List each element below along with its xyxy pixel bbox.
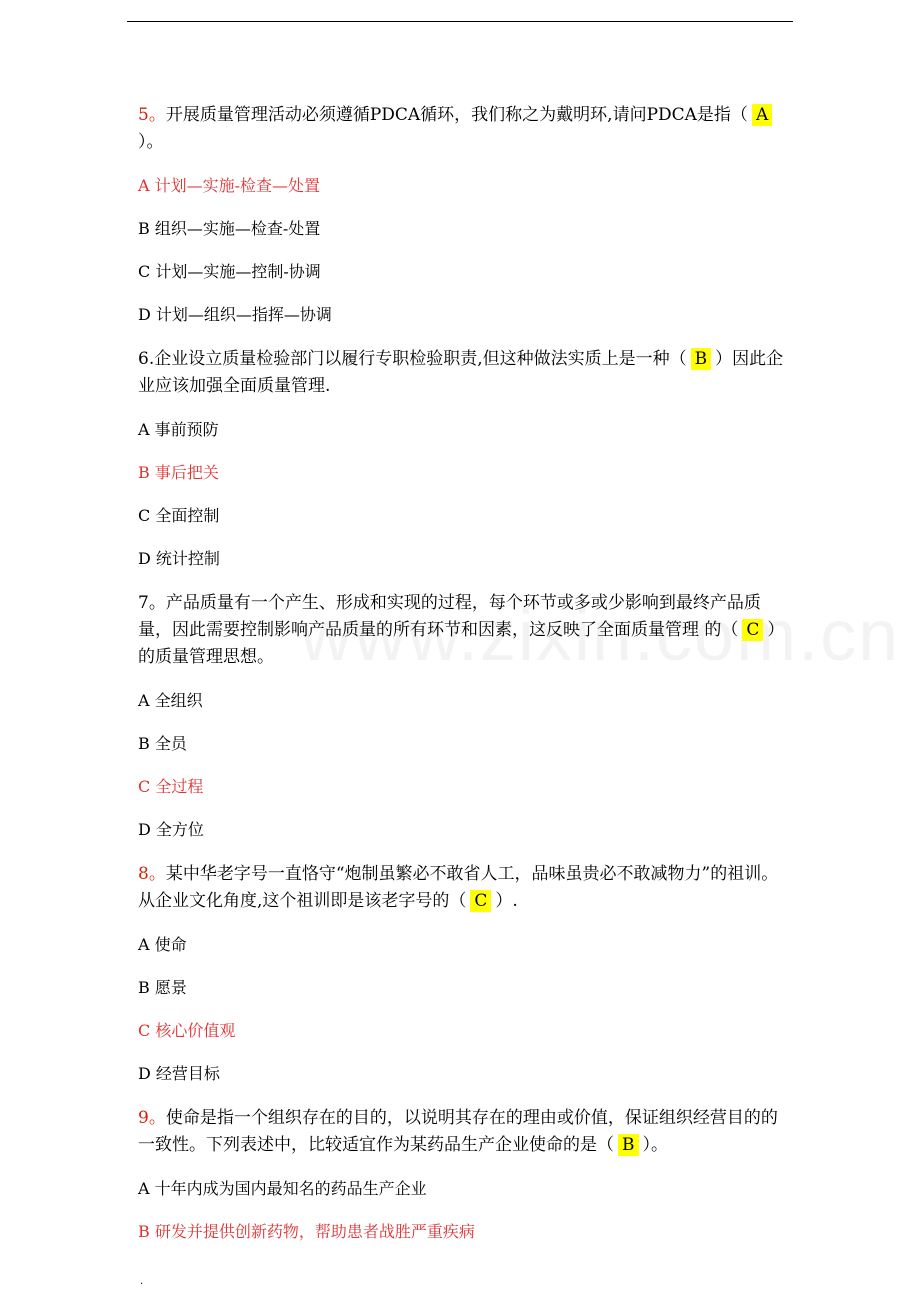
- option-d: D 计划—组织—指挥—协调: [138, 305, 332, 324]
- answer-highlight: B: [691, 348, 712, 370]
- question-6: [138, 346, 788, 400]
- question-number: 8。: [138, 864, 166, 884]
- option-a: A 计划—实施-检查—处置: [138, 176, 321, 195]
- footer-mark: .: [140, 1276, 144, 1287]
- question-number: 7。: [138, 593, 166, 613]
- option-b: B 研发并提供创新药物，帮助患者战胜严重疾病: [138, 1222, 475, 1241]
- header-rule: [127, 21, 793, 22]
- option-c: C 全面控制: [138, 506, 220, 525]
- option-d: D 全方位: [138, 820, 204, 839]
- question-8: [138, 861, 788, 915]
- option-a: A 全组织: [138, 691, 203, 710]
- option-a: A 事前预防: [138, 420, 219, 439]
- question-text: 使命是指一个组织存在的目的，以说明其存在的理由或价值，保证组织经营目的的一致性。下列表述中，比较适宜作为某药品生产企业使命的是（: [138, 1108, 778, 1155]
- option-c: C 计划—实施—控制-协调: [138, 262, 321, 281]
- option-b: B 愿景: [138, 978, 187, 997]
- question-text: 企业设立质量检验部门以履行专职检验职责,但这种做法实质上是一种（: [154, 349, 687, 369]
- option-c: C 核心价值观: [138, 1021, 236, 1040]
- option-d: D 统计控制: [138, 549, 220, 568]
- question-list: [138, 102, 788, 1243]
- question-text: 产品质量有一个产生、形成和实现的过程，每个环节或多或少影响到最终产品质量，因此需要控制影响产品质量的所有环节和因素，这反映了全面质量管理 的（: [138, 593, 761, 640]
- question-number: 6.: [138, 349, 155, 369]
- option-d: D 经营目标: [138, 1064, 220, 1083]
- question-text-end: ）的质量管理思想。: [138, 620, 785, 667]
- answer-highlight: C: [742, 619, 763, 641]
- question-number: 9。: [138, 1108, 166, 1128]
- question-text-end: ）。: [642, 1135, 668, 1155]
- answer-highlight: B: [618, 1134, 639, 1156]
- question-number: 5。: [138, 105, 166, 125]
- option-b: B 组织—实施—检查-处置: [138, 219, 321, 238]
- option-c: C 全过程: [138, 777, 204, 796]
- option-a: A 使命: [138, 935, 187, 954]
- question-text: 开展质量管理活动必须遵循PDCA循环，我们称之为戴明环,请问PDCA是指（: [165, 105, 748, 125]
- question-5: [138, 102, 788, 156]
- question-7: [138, 590, 788, 671]
- option-b: B 全员: [138, 734, 187, 753]
- question-text-end: ）.: [495, 891, 518, 911]
- question-text-end: ）因此企业应该加强全面质量管理.: [138, 349, 784, 396]
- option-a: A 十年内成为国内最知名的药品生产企业: [138, 1179, 427, 1198]
- option-b: B 事后把关: [138, 463, 219, 482]
- question-text-end: ）。: [138, 132, 164, 152]
- question-9: [138, 1105, 788, 1159]
- question-text: 某中华老字号一直恪守“炮制虽繁必不敢省人工，品味虽贵必不敢减物力”的祖训。从企业文化角度,这个祖训即是该老字号的（: [138, 864, 779, 911]
- answer-highlight: C: [470, 890, 491, 912]
- answer-highlight: A: [752, 104, 772, 126]
